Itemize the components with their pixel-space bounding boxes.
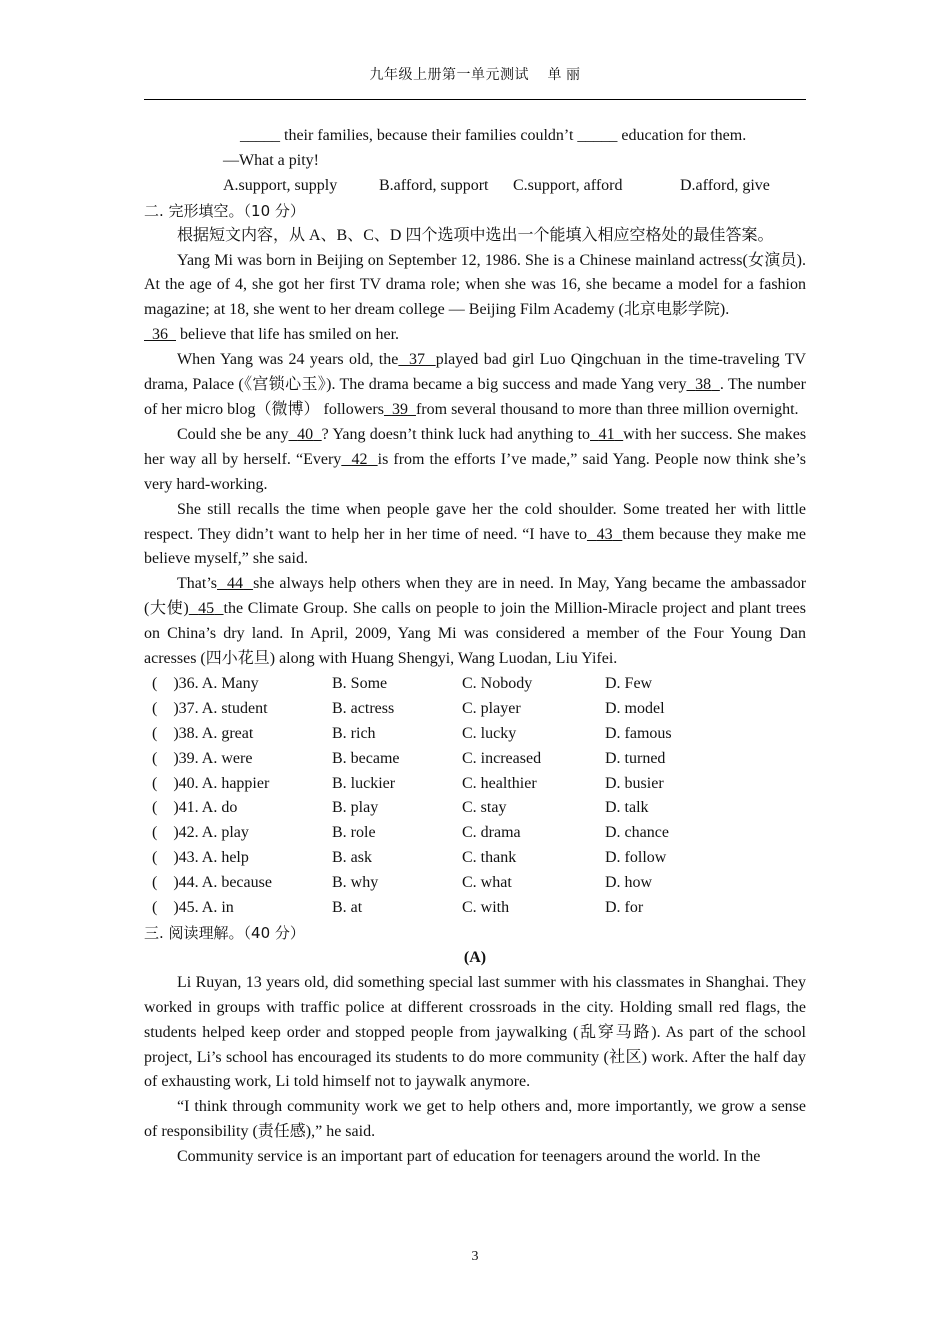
blank-45[interactable]: 45 (198, 600, 215, 618)
reading-paragraph-2: “I think through community work we get to help others and, more importantly, we grow a sense of responsibility (责任感),” he said. (144, 1098, 806, 1141)
question-row: ( )38. A. great B. rich C. lucky D. famous (152, 724, 672, 742)
page-header: 九年级上册第一单元测试 单 丽 (369, 68, 581, 83)
section-2-instruction: 根据短文内容，从 A、B、C、D 四个选项中选出一个能填入相应空格处的最佳答案。 (177, 226, 774, 244)
question-row: ( )45. A. in B. at C. with D. for (152, 899, 644, 917)
blank-39[interactable]: 39 (391, 400, 408, 418)
page-number: 3 (471, 1249, 479, 1264)
cloze-questions (144, 672, 806, 921)
option-a: A.support, supply (223, 176, 338, 194)
question-row: ( )41. A. do B. play C. stay D. talk (152, 799, 649, 817)
dialogue-response: —What a pity! (223, 151, 319, 169)
option-d: D.afford, give (680, 176, 770, 194)
answer-options (144, 174, 806, 199)
cloze-paragraph-1: Yang Mi was born in Beijing on September 12, 1986. She is a Chinese mainland actress(女演员). At the age of 4, she got her first TV drama role; when she was 16, she became a model for a fashion magazine; at 18, she went to her dream college — Beijing Film Academy (北京电影学院). 36 believe that life has smiled on her. (144, 251, 806, 344)
option-b: B.afford, support (379, 176, 489, 194)
question-continuation-line: _____ their families, because their families couldn’t _____ education for them. (240, 127, 747, 144)
question-row: ( )36. A. Many B. Some C. Nobody D. Few (152, 674, 653, 692)
cloze-paragraph-5: That’s 44 she always help others when they are in need. In May, Yang became the ambassador (大使) 45 the Climate Group. She calls on people to join the Million-Miracle project and plant trees on China’s dry land. In April, 2009, Yang Mi was considered a member of the Four Young Dan acresses (四小花旦) along with Huang Shengyi, Wang Luodan, Liu Yifei. (144, 575, 807, 668)
passage-a-heading: (A) (463, 948, 487, 966)
question-row: ( )44. A. because B. why C. what D. how (152, 874, 653, 892)
cloze-paragraph-2: When Yang was 24 years old, the 37 played bad girl Luo Qingchuan in the time-traveling TV drama, Palace (《宫锁心玉》). The drama became a big success and made Yang very 38 . The number of her micro blog（微博） followers 39 from several thousand to more than three million overnight. (144, 351, 807, 418)
blank-44[interactable]: 44 (227, 575, 244, 593)
section-2-title: 二. 完形填空。（10 分） (144, 201, 305, 220)
blank-41[interactable]: 41 (598, 425, 615, 443)
blank-38[interactable]: 38 (695, 376, 712, 394)
blank-40[interactable]: 40 (297, 425, 314, 443)
reading-paragraph-1: Li Ruyan, 13 years old, did something special last summer with his classmates in Shanghai. They worked in groups with traffic police at different crossroads in the city. Holding small red flags, the students helped keep order and stopped people from jaywalking (乱穿马路). As part of the school project, Li’s school has encouraged its students to do more community (社区) work. After the half day of exhausting work, Li told himself not to jaywalk anymore. (144, 973, 806, 1091)
question-row: ( )39. A. were B. became C. increased D. turned (152, 749, 666, 767)
blank-37[interactable]: 37 (409, 351, 426, 369)
section-3-title: 三. 阅读理解。（40 分） (144, 924, 305, 942)
cloze-paragraph-4: She still recalls the time when people gave her the cold shoulder. Some treated her with little respect. They didn’t want to help her in her time of need. “I have to 43 them because they make me believe myself,” she said. (144, 500, 807, 568)
question-row: ( )40. A. happier B. luckier C. healthier D. busier (152, 774, 664, 792)
blank-36[interactable]: 36 (152, 326, 168, 344)
blank-43[interactable]: 43 (596, 525, 613, 543)
question-row: ( )43. A. help B. ask C. thank D. follow (152, 849, 667, 867)
question-row: ( )42. A. play B. role C. drama D. chance (152, 824, 669, 842)
question-row: ( )37. A. student B. actress C. player D. model (152, 699, 665, 717)
cloze-paragraph-3: Could she be any 40 ? Yang doesn’t think luck had anything to 41 with her success. She makes her way all by herself. “Every 42 is from the efforts I’ve made,” said Yang. People now think she’s very hard-working. (144, 425, 807, 493)
page-content (144, 124, 806, 1170)
header-rule (144, 99, 806, 100)
option-c: C.support, afford (513, 176, 623, 194)
reading-paragraph-3: Community service is an important part of education for teenagers around the world. In the (177, 1148, 761, 1166)
blank-42[interactable]: 42 (351, 450, 368, 468)
